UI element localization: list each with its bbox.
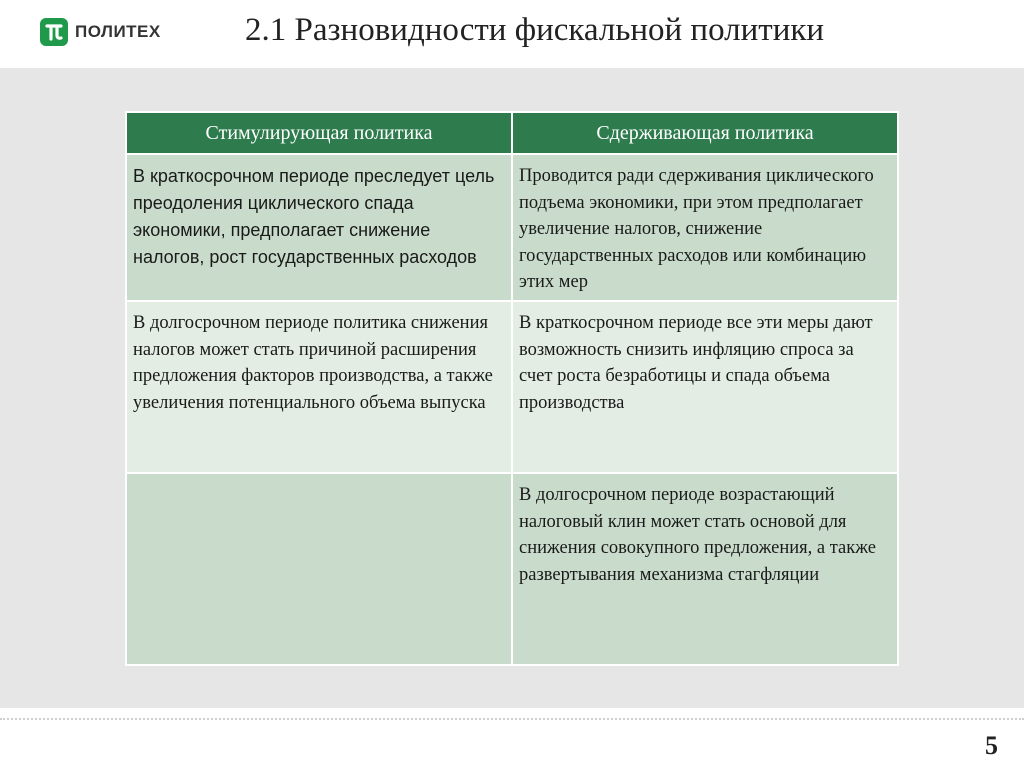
table-row <box>126 154 898 301</box>
page-title: 2.1 Разновидности фискальной политики <box>245 12 825 48</box>
footer-divider <box>0 718 1024 720</box>
table-cell: В краткосрочном периоде все эти меры дают возможность снизить инфляцию спроса за счет роста безработицы и спада объема производства <box>512 301 898 473</box>
table-cell-empty <box>126 473 512 665</box>
slide-header <box>0 0 1024 68</box>
table-row <box>126 301 898 473</box>
table-cell: В долгосрочном периоде возрастающий налоговый клин может стать основой для снижения совокупного предложения, а также развертывания механизма стагфляции <box>512 473 898 665</box>
table-cell: Проводится ради сдерживания циклического подъема экономики, при этом предполагает увеличение налогов, снижение государственных расходов или комбинацию этих мер <box>512 154 898 301</box>
table-header-row <box>126 112 898 154</box>
column-header-restraining: Сдерживающая политика <box>512 112 898 154</box>
table-cell: В краткосрочном периоде преследует цель преодоления циклического спада экономики, предполагает снижение налогов, рост государственных расходов <box>126 154 512 301</box>
pi-letter-icon <box>40 18 68 46</box>
page-number: 5 <box>985 731 998 760</box>
table-row <box>126 473 898 665</box>
logo-text: ПОЛИТЕХ <box>75 22 161 41</box>
column-header-stimulating: Стимулирующая политика <box>126 112 512 154</box>
policy-comparison-table <box>125 111 899 666</box>
logo <box>40 17 161 47</box>
table-cell: В долгосрочном периоде политика снижения налогов может стать причиной расширения предложения факторов производства, а также увеличения потенциального объема выпуска <box>126 301 512 473</box>
